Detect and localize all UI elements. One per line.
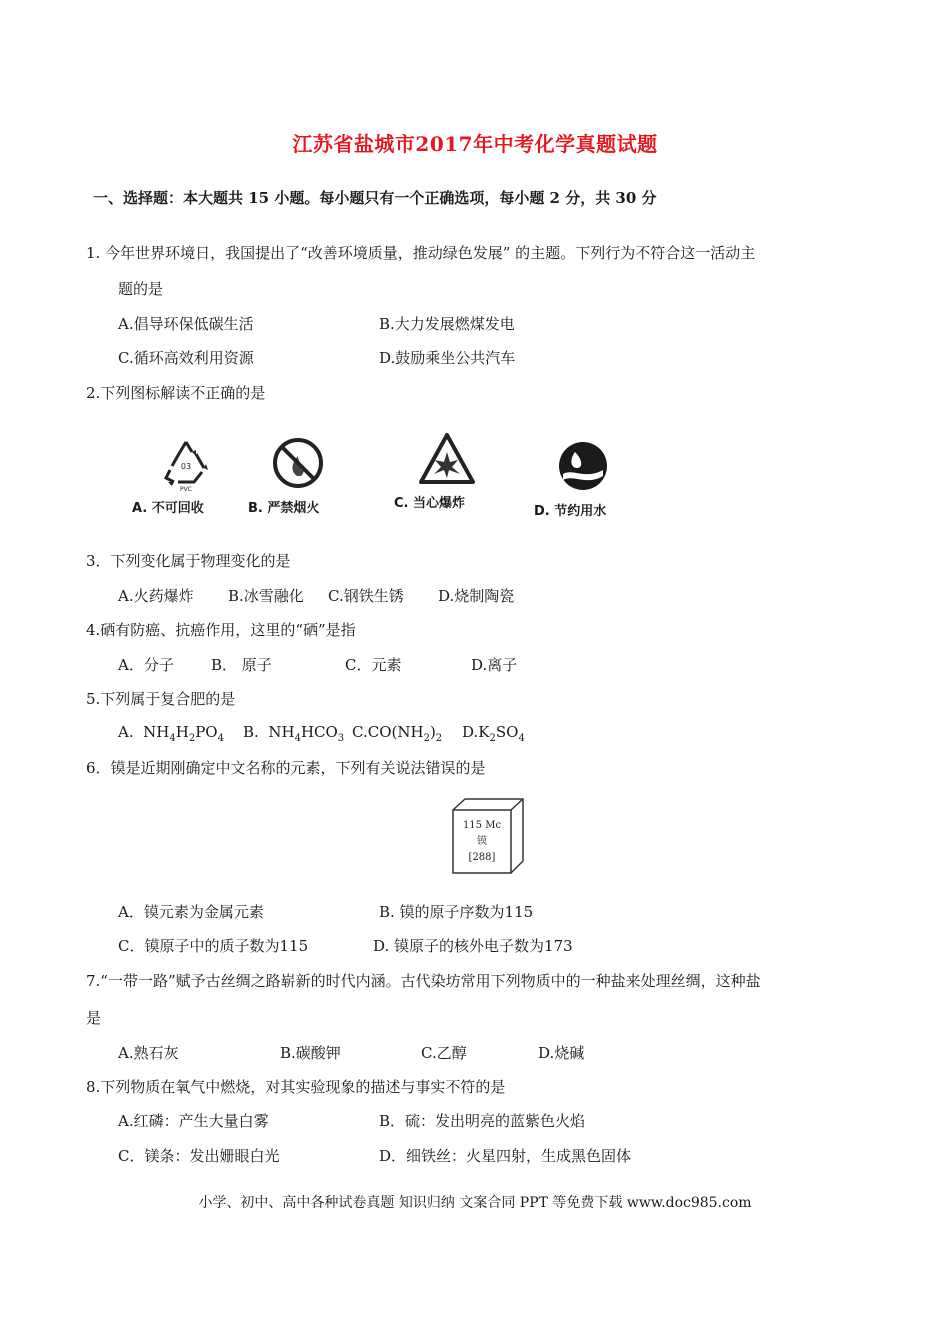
q4-option-b: B． 原子: [211, 656, 272, 674]
q6-option-c: C．镆原子中的质子数为115: [118, 937, 309, 955]
q4-option-a: A．分子: [118, 656, 174, 674]
q1-option-d: D.鼓励乘坐公共汽车: [379, 349, 516, 367]
question-3-text: 3．下列变化属于物理变化的是: [86, 552, 291, 570]
section-header: 一、选择题：本大题共 15 小题。每小题只有一个正确选项，每小题 2 分，共 30 分: [93, 189, 657, 207]
q3-option-d: D.烧制陶瓷: [438, 587, 515, 605]
q7-option-a: A.熟石灰: [118, 1044, 179, 1062]
q7-option-c: C.乙醇: [421, 1044, 467, 1062]
question-1-text-line2: 题的是: [118, 280, 164, 298]
page-title: 江苏省盐城市2017年中考化学真题试题: [292, 132, 658, 156]
q8-option-c: C．镁条：发出姗眼白光: [118, 1147, 280, 1165]
q4-option-d: D.离子: [471, 656, 518, 674]
no-fire-icon: [271, 436, 325, 490]
q8-option-a: A.红磷：产生大量白雾: [118, 1112, 269, 1130]
q8-option-d: D．细铁丝：火星四射，生成黑色固体: [379, 1147, 632, 1165]
q7-option-d: D.烧碱: [538, 1044, 585, 1062]
q5-option-d: $D.K_2SO_4$: [462, 723, 525, 744]
q6-option-a: A．镆元素为金属元素: [118, 903, 264, 921]
question-1-text-line1: 1. 今年世界环境日，我国提出了“改善环境质量，推动绿色发展” 的主题。下列行为不符合这一活动主: [86, 244, 756, 262]
sign-label-a: A. 不可回收: [132, 501, 204, 516]
element-mass: [288]: [468, 852, 496, 863]
footer-text: 小学、初中、高中各种试卷真题 知识归纳 文案合同 PPT 等免费下载 www.doc985.com: [198, 1195, 752, 1211]
question-6-text: 6．镆是近期刚确定中文名称的元素，下列有关说法错误的是: [86, 759, 486, 777]
q7-option-b: B.碳酸钾: [280, 1044, 341, 1062]
q4-option-c: C．元素: [345, 656, 402, 674]
question-5-text: 5.下列属于复合肥的是: [86, 690, 236, 708]
q1-option-a: A.倡导环保低碳生活: [118, 315, 254, 333]
element-name: 镆: [477, 836, 487, 847]
sign-label-d: D. 节约用水: [534, 504, 607, 519]
q8-option-b: B．硫：发出明亮的蓝紫色火焰: [379, 1112, 586, 1130]
q3-option-c: C.钢铁生锈: [328, 587, 404, 605]
q3-option-a: A.火药爆炸: [118, 587, 194, 605]
element-box: [450, 796, 526, 876]
recycle-icon: [158, 436, 214, 492]
explosion-warning-icon: [418, 432, 476, 486]
question-2-text: 2.下列图标解读不正确的是: [86, 384, 266, 402]
q5-option-b: B. $NH_4HCO_3$: [243, 723, 345, 744]
sign-label-c: C. 当心爆炸: [394, 496, 466, 511]
q3-option-b: B.冰雪融化: [228, 587, 304, 605]
question-8-text: 8.下列物质在氧气中燃烧，对其实验现象的描述与事实不符的是: [86, 1078, 506, 1096]
question-7-text-line1: 7.“一带一路”赋予古丝绸之路崭新的时代内涵。古代染坊常用下列物质中的一种盐来处理丝绸，这种盐: [86, 972, 761, 990]
q6-option-b: B. 镆的原子序数为115: [379, 903, 534, 921]
question-4-text: 4.硒有防癌、抗癌作用，这里的“硒”是指: [86, 621, 356, 639]
element-number-symbol: 115 Mc: [462, 820, 502, 831]
recycle-code: 03: [180, 462, 192, 471]
q6-option-d: D. 镆原子的核外电子数为173: [373, 937, 573, 955]
recycle-sub: PVC: [180, 486, 192, 492]
sign-label-b: B. 严禁烟火: [248, 501, 320, 516]
water-saving-icon: [557, 440, 609, 492]
q1-option-b: B.大力发展燃煤发电: [379, 315, 515, 333]
q1-option-c: C.循环高效利用资源: [118, 349, 254, 367]
question-7-text-line2: 是: [86, 1009, 102, 1027]
q5-option-c: $C.CO(NH_2)_2$: [352, 723, 443, 744]
q5-option-a: A. $NH_4H_2PO_4$: [118, 723, 224, 744]
